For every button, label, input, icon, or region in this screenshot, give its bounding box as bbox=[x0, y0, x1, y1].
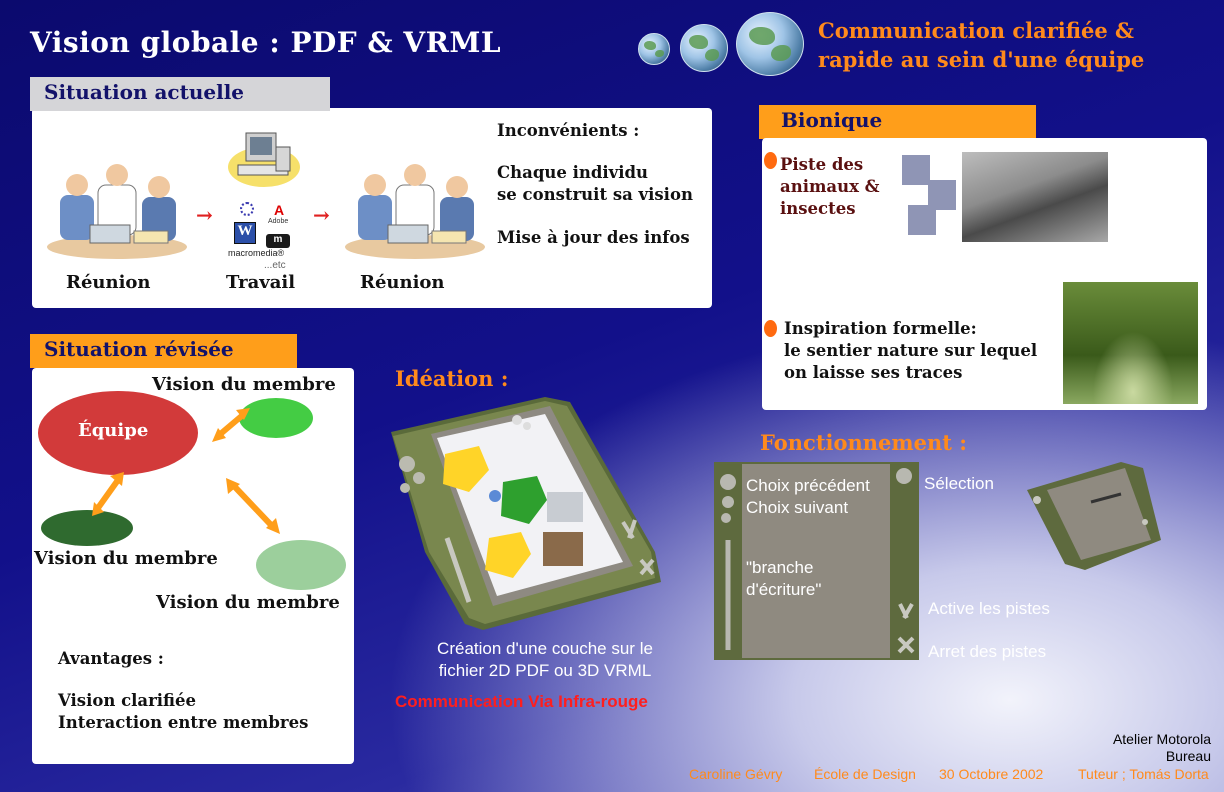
forest-path-photo bbox=[1063, 282, 1198, 404]
ideation-communication: Communication Via Infra-rouge bbox=[395, 692, 648, 711]
footer-tutor: Tuteur ; Tomás Dorta bbox=[1078, 766, 1209, 782]
ideation-caption-line-2: fichier 2D PDF ou 3D VRML bbox=[438, 661, 652, 680]
bullet-icon-2 bbox=[764, 320, 777, 337]
computer-illustration bbox=[226, 127, 302, 191]
bionique-item-2 bbox=[784, 318, 1069, 384]
footprint-thumbnail-3 bbox=[908, 205, 936, 235]
bullet-icon-1 bbox=[764, 152, 777, 169]
page-title: Vision globale : PDF & VRML bbox=[30, 26, 502, 59]
member-ellipse-bottom bbox=[256, 540, 346, 590]
device-3d-illustration bbox=[1025, 460, 1165, 572]
footer-bureau: Bureau bbox=[1165, 748, 1211, 764]
footer-atelier: Atelier Motorola bbox=[1112, 731, 1211, 747]
member-ellipse-top bbox=[239, 398, 313, 438]
avantage-2: Interaction entre membres bbox=[58, 713, 309, 732]
selection-label: Sélection bbox=[924, 474, 994, 493]
ideation-caption bbox=[400, 638, 690, 682]
slogan bbox=[818, 16, 1144, 74]
word-icon: W bbox=[234, 222, 256, 244]
situation-revisee-tab: Situation révisée bbox=[30, 334, 297, 368]
team-label: Équipe bbox=[78, 420, 149, 441]
acrobat-icon bbox=[240, 202, 254, 216]
adobe-icon: A bbox=[268, 202, 290, 222]
inconvenient-1-line-2: se construit sa vision bbox=[497, 185, 693, 204]
branche-line-1: "branche bbox=[746, 558, 814, 577]
meeting-illustration-2 bbox=[340, 155, 490, 260]
inconvenient-2: Mise à jour des infos bbox=[497, 228, 690, 247]
choix-block bbox=[746, 475, 870, 519]
bionique-item-1 bbox=[780, 154, 880, 220]
globe-icon-medium bbox=[680, 24, 728, 72]
macromedia-icon: m bbox=[266, 234, 290, 248]
inconvenients-block bbox=[497, 120, 707, 249]
bionique-item-2-line-3: on laisse ses traces bbox=[784, 363, 963, 382]
double-arrow-icon-2 bbox=[92, 472, 124, 516]
adobe-label: Adobe bbox=[268, 218, 289, 225]
arrow-right-icon-1: → bbox=[196, 203, 213, 227]
active-label: Active les pistes bbox=[928, 599, 1050, 618]
member-ellipse-left bbox=[41, 510, 133, 546]
slogan-line-2: rapide au sein d'une équipe bbox=[818, 47, 1145, 72]
meeting-illustration-1 bbox=[42, 155, 192, 260]
member-label-bottom: Vision du membre bbox=[156, 592, 340, 613]
globe-icon-small bbox=[638, 33, 670, 65]
etc-label: ...etc bbox=[264, 260, 286, 271]
bionique-item-2-line-2: le sentier nature sur lequel bbox=[784, 341, 1038, 360]
step-label-reunion-1: Réunion bbox=[66, 272, 151, 293]
bionique-item-1-line-3: insectes bbox=[780, 199, 856, 218]
arret-label: Arret des pistes bbox=[928, 642, 1047, 661]
bionique-tab: Bionique bbox=[759, 105, 1036, 139]
avantage-1: Vision clarifiée bbox=[58, 691, 197, 710]
double-arrow-icon-3 bbox=[226, 478, 280, 534]
step-label-travail: Travail bbox=[226, 272, 296, 293]
bionique-item-1-line-1: Piste des bbox=[780, 155, 864, 174]
footprint-photo bbox=[962, 152, 1108, 242]
inconvenient-1-line-1: Chaque individu bbox=[497, 163, 649, 182]
device-prototype-illustration bbox=[385, 392, 675, 632]
footer-author: Caroline Gévry bbox=[689, 766, 783, 782]
ideation-caption-line-1: Création d'une couche sur le bbox=[437, 639, 653, 658]
fonctionnement-heading: Fonctionnement : bbox=[760, 430, 968, 455]
footprint-thumbnail-1 bbox=[902, 155, 930, 185]
footer-date: 30 Octobre 2002 bbox=[939, 766, 1044, 782]
globe-icon-large bbox=[736, 12, 804, 76]
choix-suivant: Choix suivant bbox=[746, 498, 849, 517]
bionique-item-2-line-1: Inspiration formelle: bbox=[784, 319, 977, 338]
software-icons bbox=[228, 200, 298, 280]
avantages-block bbox=[58, 648, 348, 734]
macromedia-label: macromedia® bbox=[228, 248, 285, 258]
avantages-title: Avantages : bbox=[58, 649, 164, 668]
ideation-heading: Idéation : bbox=[395, 366, 509, 391]
choix-precedent: Choix précédent bbox=[746, 476, 870, 495]
footer-school: École de Design bbox=[814, 766, 916, 782]
branche-block bbox=[746, 557, 821, 601]
situation-actuelle-tab: Situation actuelle bbox=[30, 77, 330, 111]
bionique-item-1-line-2: animaux & bbox=[780, 177, 880, 196]
arrow-right-icon-2: → bbox=[313, 203, 330, 227]
step-label-reunion-2: Réunion bbox=[360, 272, 445, 293]
member-label-left: Vision du membre bbox=[34, 548, 218, 569]
inconvenients-title: Inconvénients : bbox=[497, 121, 640, 140]
branche-line-2: d'écriture" bbox=[746, 580, 822, 599]
member-label-top: Vision du membre bbox=[152, 374, 336, 395]
slogan-line-1: Communication clarifiée & bbox=[818, 18, 1135, 43]
